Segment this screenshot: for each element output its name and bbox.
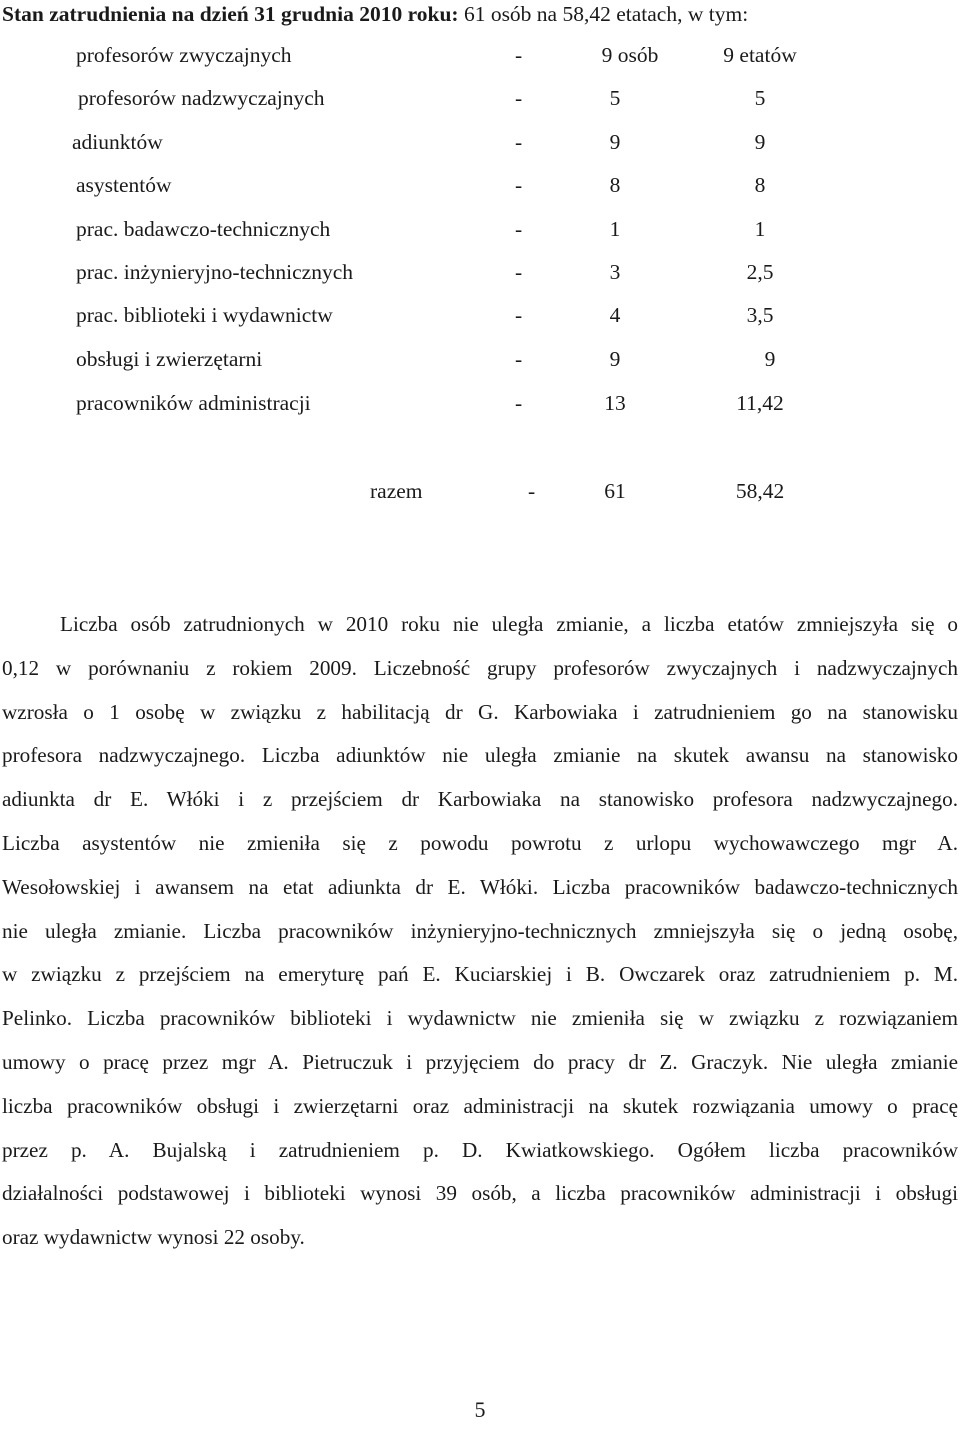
total-row-persons: 61 [604, 479, 626, 503]
body-paragraph [2, 603, 958, 1260]
staff-row [0, 214, 960, 244]
staff-row-label: prac. biblioteki i wydawnictw [76, 303, 333, 327]
paragraph-line: liczba pracowników obsługi i zwierzętarni oraz administracji na skutek rozwiązania umowy o pracę [2, 1093, 958, 1118]
paragraph-line: adiunkta dr E. Włóki i z przejściem dr Karbowiaka na stanowisko profesora nadzwyczajnego. [2, 787, 958, 812]
paragraph-line: nie uległa zmianie. Liczba pracowników inżynieryjno-technicznych zmniejszyła się o jedną osobę, [2, 918, 958, 943]
staff-row-dash: - [515, 130, 523, 154]
staff-row-label: prac. inżynieryjno-technicznych [76, 260, 353, 284]
staff-row-persons: 1 [609, 217, 621, 241]
staff-row-persons: 5 [609, 86, 621, 110]
paragraph-line: 0,12 w porównaniu z rokiem 2009. Liczebność grupy profesorów zwyczajnych i nadzwyczajnych [2, 655, 958, 680]
staff-row-etaty: 2,5 [746, 260, 774, 284]
staff-row-dash: - [515, 86, 523, 110]
paragraph-line: profesora nadzwyczajnego. Liczba adiunktów nie uległa zmianie na skutek awansu na stanowisko [2, 743, 958, 768]
staff-row-label: pracowników administracji [76, 391, 311, 415]
staff-row-label: asystentów [76, 173, 172, 197]
staff-row [0, 83, 960, 113]
paragraph-line: w związku z przejściem na emeryturę pań E. Kuciarskiej i B. Owczarek oraz zatrudnieniem p. M. [2, 962, 958, 987]
staff-row [0, 40, 960, 70]
staff-row-persons: 3 [609, 260, 621, 284]
staff-row-dash: - [515, 217, 523, 241]
staff-row-persons: 13 [604, 391, 626, 415]
staff-row-label: adiunktów [72, 130, 163, 154]
staff-row-etaty: 8 [754, 173, 766, 197]
staff-row [0, 300, 960, 330]
staff-row-etaty: 3,5 [746, 303, 774, 327]
staff-row [0, 388, 960, 418]
total-row-dash: - [528, 479, 536, 503]
staff-row-dash: - [515, 260, 523, 284]
total-row-etaty: 58,42 [735, 479, 785, 503]
paragraph-line: Pelinko. Liczba pracowników biblioteki i wydawnictw nie zmieniła się w związku z rozwiązaniem [2, 1006, 958, 1031]
paragraph-line: przez p. A. Bujalską i zatrudnieniem p. D. Kwiatkowskiego. Ogółem liczba pracowników [2, 1137, 958, 1162]
staff-row [0, 170, 960, 200]
staff-row-persons: 9 [609, 130, 621, 154]
paragraph-line: oraz wydawnictw wynosi 22 osoby. [2, 1225, 305, 1250]
staff-row-label: profesorów zwyczajnych [76, 43, 292, 67]
staff-row-persons: 9 [609, 347, 621, 371]
staff-row-etaty: 9 [754, 130, 766, 154]
staff-row-etaty: 9 etatów [723, 43, 797, 67]
staff-row-dash: - [515, 173, 523, 197]
staff-row [0, 127, 960, 157]
staff-row-persons: 9 osób [601, 43, 659, 67]
paragraph-line: działalności podstawowej i biblioteki wynosi 39 osób, a liczba pracowników administracji i obsługi [2, 1181, 958, 1206]
heading-lead: Stan zatrudnienia na dzień 31 grudnia 2010 roku: [2, 2, 459, 26]
paragraph-line: umowy o pracę przez mgr A. Pietruczuk i przyjęciem do pracy dr Z. Graczyk. Nie uległa zmianie [2, 1049, 958, 1074]
total-row [0, 476, 960, 506]
staff-row-label: profesorów nadzwyczajnych [78, 86, 325, 110]
staff-row-dash: - [515, 43, 523, 67]
staff-row-dash: - [515, 347, 523, 371]
staff-row-dash: - [515, 391, 523, 415]
staff-row-etaty: 1 [754, 217, 766, 241]
total-row-label: razem [370, 479, 423, 503]
staff-row-dash: - [515, 303, 523, 327]
staff-row-persons: 8 [609, 173, 621, 197]
staff-row-etaty: 11,42 [736, 391, 784, 415]
document-heading [2, 0, 748, 28]
staff-row-etaty: 5 [754, 86, 766, 110]
staff-row-etaty: 9 [764, 347, 776, 371]
paragraph-line: Wesołowskiej i awansem na etat adiunkta dr E. Włóki. Liczba pracowników badawczo-technicznych [2, 874, 958, 899]
staff-row [0, 257, 960, 287]
paragraph-line: wzrosła o 1 osobę w związku z habilitacją dr G. Karbowiaka i zatrudnieniem go na stanowisku [2, 699, 958, 724]
paragraph-line: Liczba osób zatrudnionych w 2010 roku nie uległa zmianie, a liczba etatów zmniejszyła się o [60, 612, 958, 636]
heading-rest: 61 osób na 58,42 etatach, w tym: [458, 2, 749, 26]
staff-row-label: prac. badawczo-technicznych [76, 217, 331, 241]
staff-row [0, 344, 960, 374]
paragraph-line: Liczba asystentów nie zmieniła się z powodu powrotu z urlopu wychowawczego mgr A. [2, 830, 958, 855]
staff-row-label: obsługi i zwierzętarni [76, 347, 263, 371]
page-number: 5 [474, 1397, 486, 1422]
staff-row-persons: 4 [609, 303, 621, 327]
